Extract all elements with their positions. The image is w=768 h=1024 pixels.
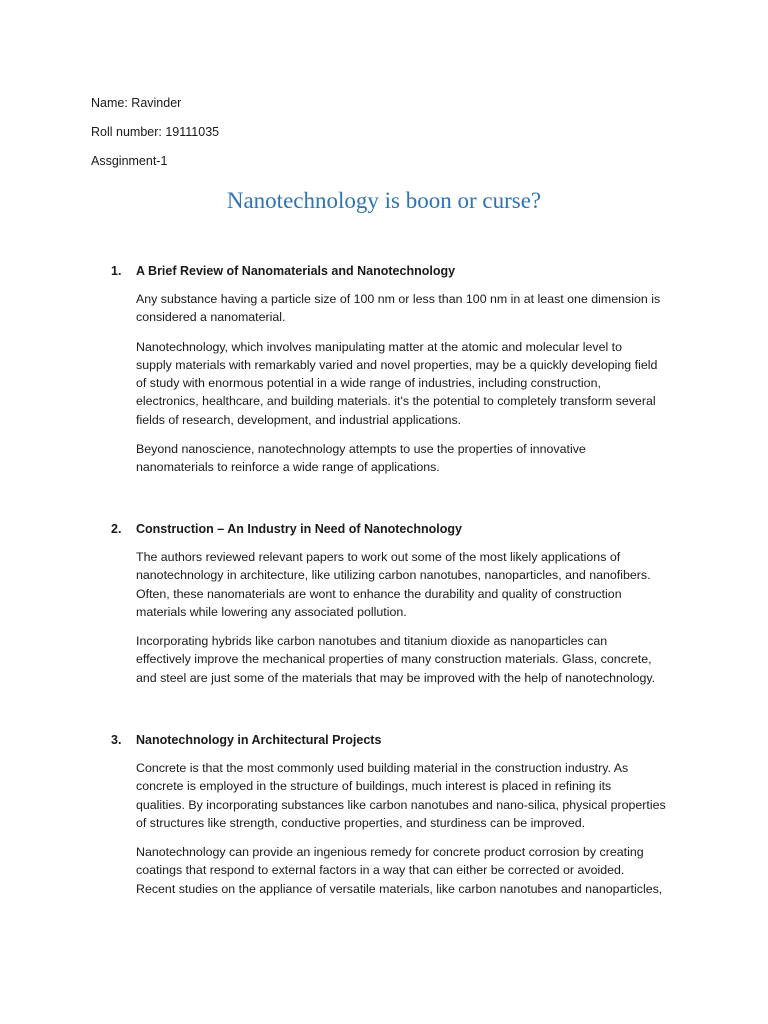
text-line: The authors reviewed relevant papers to work out some of the most likely applications of — [136, 550, 621, 564]
text-line: Recent studies on the appliance of versatile materials, like carbon nanotubes and nanoparticles, — [136, 881, 663, 896]
text-line: and steel are just some of the materials that may be improved with the help of nanotechnology. — [136, 670, 656, 685]
text-line: Incorporating hybrids like carbon nanotubes and titanium dioxide as nanoparticles can — [136, 634, 608, 649]
section-3 — [111, 731, 691, 898]
text-line: of study with enormous potential in a wide range of industries, including construction, — [136, 376, 601, 391]
section-heading — [111, 262, 691, 280]
section-heading — [111, 520, 691, 538]
roll-number: Roll number: 19111035 — [91, 125, 220, 139]
text-line: materials while lowering any associated pollution. — [136, 604, 407, 619]
section-title: A Brief Review of Nanomaterials and Nanotechnology — [136, 264, 456, 278]
text-line: Any substance having a particle size of 100 nm or less than 100 nm in at least one dimension is — [136, 292, 661, 306]
section-body — [136, 548, 691, 687]
text-line: fields of research, development, and industrial applications. — [136, 412, 462, 427]
section-body — [136, 290, 691, 477]
section-body — [136, 759, 691, 898]
paragraph — [136, 440, 691, 477]
text-line: nanomaterials to reinforce a wide range of applications. — [136, 460, 440, 475]
text-line: of structures like strength, conductive properties, and sturdiness can be improved. — [136, 815, 586, 830]
paragraph — [136, 759, 691, 832]
text-line: Beyond nanoscience, nanotechnology attempts to use the properties of innovative — [136, 442, 586, 457]
document-title: Nanotechnology is boon or curse? — [226, 188, 542, 213]
text-line: effectively improve the mechanical properties of many construction materials. Glass, concrete, — [136, 652, 652, 667]
text-line: concrete is employed in the structure of buildings, much interest is placed in refining its — [136, 779, 612, 794]
text-line: supply materials with remarkably varied and novel properties, may be a quickly developing field — [136, 357, 658, 372]
assignment-label: Assginment-1 — [91, 154, 168, 168]
paragraph — [136, 290, 691, 327]
section-heading — [111, 731, 691, 749]
paragraph — [136, 338, 691, 429]
text-line: Often, these nanomaterials are wont to enhance the durability and quality of construction — [136, 586, 622, 601]
text-line: Nanotechnology, which involves manipulating matter at the atomic and molecular level to — [136, 339, 623, 354]
section-number: 2. — [111, 522, 122, 536]
section-title: Construction – An Industry in Need of Nanotechnology — [136, 522, 462, 536]
text-line: Nanotechnology can provide an ingenious remedy for concrete product corrosion by creating — [136, 845, 644, 860]
student-name: Name: Ravinder — [91, 96, 182, 110]
section-number: 1. — [111, 264, 122, 278]
paragraph — [136, 548, 691, 621]
section-1 — [111, 262, 691, 477]
text-line: considered a nanomaterial. — [136, 310, 286, 325]
section-number: 3. — [111, 733, 122, 747]
text-line: electronics, healthcare, and building materials. it's the potential to completely transform several — [136, 394, 656, 409]
text-line: Concrete is that the most commonly used building material in the construction industry. As — [136, 761, 629, 775]
text-line: coatings that respond to external factors in a way that can either be corrected or avoided. — [136, 863, 625, 878]
text-line: qualities. By incorporating substances like carbon nanotubes and nano-silica, physical properties — [136, 797, 666, 812]
section-2 — [111, 520, 691, 687]
paragraph — [136, 843, 691, 898]
section-title: Nanotechnology in Architectural Projects — [136, 733, 382, 747]
text-line: nanotechnology in architecture, like utilizing carbon nanotubes, nanoparticles, and nanofibers. — [136, 568, 651, 583]
paragraph — [136, 632, 691, 687]
